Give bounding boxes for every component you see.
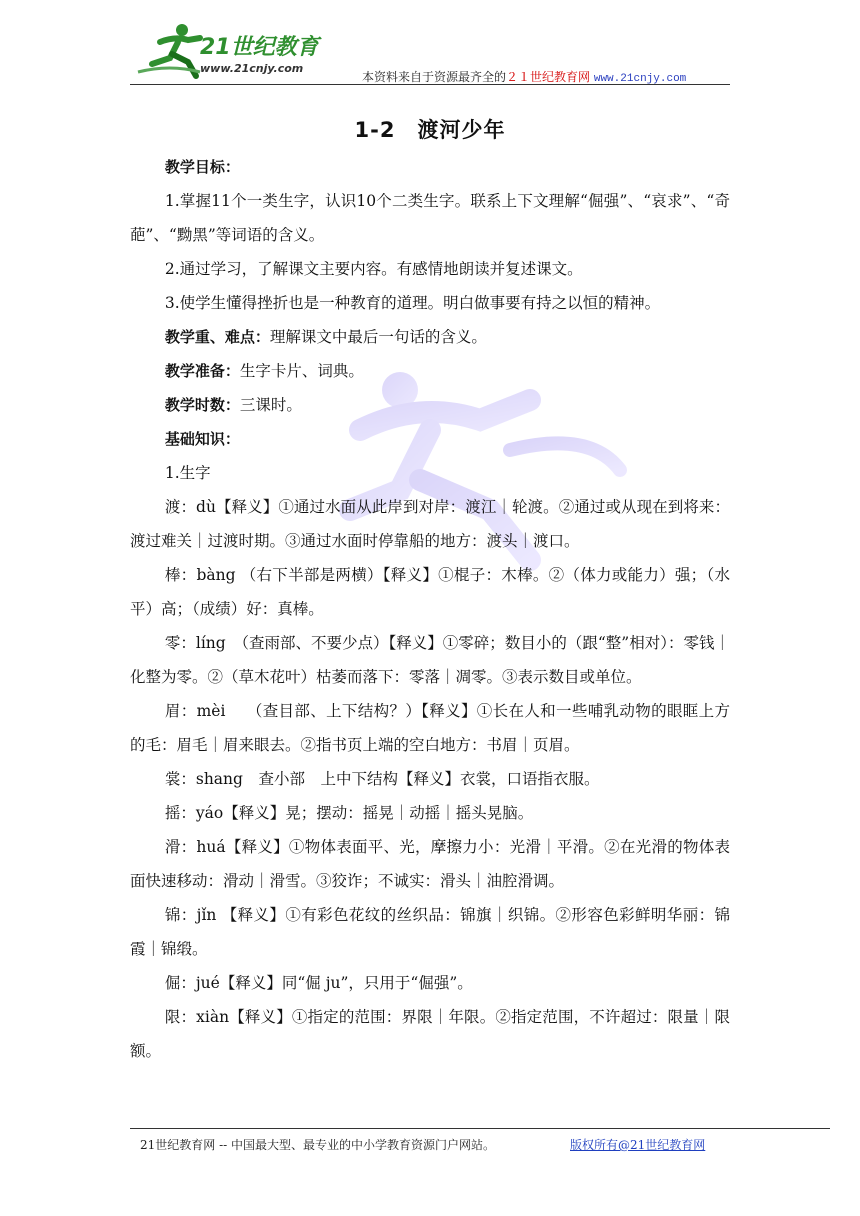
char-entry: 锦：jǐn 【释义】①有彩色花纹的丝织品：锦旗｜织锦。②形容色彩鲜明华丽：锦霞｜锦缎。 (130, 906, 730, 958)
char-entry: 倔：jué【释义】同“倔 ju”，只用于“倔强”。 (164, 974, 473, 992)
page-footer (140, 1136, 706, 1153)
site-logo (130, 20, 340, 82)
footer-divider (130, 1128, 830, 1129)
header-note-prefix: 本资料来自于资源最齐全的 (362, 70, 507, 84)
basics-heading-label: 基础知识： (164, 430, 240, 448)
logo-url: www.21cnjy.com (200, 62, 304, 75)
char-entry: 滑：huá【释义】①物体表面平、光，摩擦力小：光滑｜平滑。②在光滑的物体表面快速移动：滑动｜滑雪。③狡诈；不诚实：滑头｜油腔滑调。 (130, 838, 730, 890)
goal-item: 3.使学生懂得挫折也是一种教育的道理。明白做事要有持之以恒的精神。 (164, 294, 661, 312)
footer-text: 21世纪教育网 -- 中国最大型、最专业的中小学教育资源门户网站。 (140, 1138, 496, 1152)
class-hours-label: 教学时数： (164, 396, 240, 414)
char-entry: 裳：shang 查小部 上中下结构【释义】衣裳，口语指衣服。 (164, 770, 600, 788)
class-hours-text: 三课时。 (239, 396, 302, 414)
char-entry: 摇：yáo【释义】晃；摆动：摇晃｜动摇｜摇头晃脑。 (164, 804, 534, 822)
preparation-label: 教学准备： (164, 362, 240, 380)
goals-heading (130, 150, 730, 184)
copyright-link[interactable]: 版权所有@21世纪教育网 (570, 1138, 706, 1152)
page-header (130, 20, 730, 86)
chars-heading: 1.生字 (164, 464, 211, 482)
key-points (130, 320, 730, 354)
logo-text: 21世纪教育 (200, 35, 319, 60)
header-divider (130, 84, 730, 85)
lesson-title: 1-2 渡河少年 (354, 118, 506, 142)
goal-item: 1.掌握11个一类生字，认识10个二类生字。联系上下文理解“倔强”、“哀求”、“奇葩”、“黝黑”等词语的含义。 (130, 192, 730, 244)
lesson-content (130, 150, 730, 1068)
preparation (130, 354, 730, 388)
key-points-text: 理解课文中最后一句话的含义。 (269, 328, 487, 346)
key-points-label: 教学重、难点： (164, 328, 270, 346)
char-entry: 眉：mèi （查目部、上下结构？）【释义】①长在人和一些哺乳动物的眼眶上方的毛：眉毛｜眉来眼去。②指书页上端的空白地方：书眉｜页眉。 (130, 702, 730, 754)
header-note-site[interactable]: ２１世纪教育网 (506, 70, 591, 84)
char-entry: 零：líng （查雨部、不要少点）【释义】①零碎；数目小的（跟“整”相对）：零钱｜化整为零。②（草木花叶）枯萎而落下：零落｜凋零。③表示数目或单位。 (130, 634, 730, 686)
header-source-note (362, 68, 686, 85)
class-hours (130, 388, 730, 422)
goal-item: 2.通过学习，了解课文主要内容。有感情地朗读并复述课文。 (164, 260, 583, 278)
preparation-text: 生字卡片、词典。 (239, 362, 364, 380)
char-entry: 棒：bàng （右下半部是两横）【释义】①棍子：木棒。②（体力或能力）强；（水平）高；（成绩）好：真棒。 (130, 566, 730, 618)
goals-heading-label: 教学目标： (164, 158, 240, 176)
basics-heading (130, 422, 730, 456)
char-entry: 限：xiàn【释义】①指定的范围：界限｜年限。②指定范围，不许超过：限量｜限额。 (130, 1008, 730, 1060)
header-note-url[interactable]: www.21cnjy.com (593, 73, 687, 85)
char-entry: 渡：dù【释义】①通过水面从此岸到对岸：渡江｜轮渡。②通过或从现在到将来：渡过难关｜过渡时期。③通过水面时停靠船的地方：渡头｜渡口。 (130, 498, 730, 550)
